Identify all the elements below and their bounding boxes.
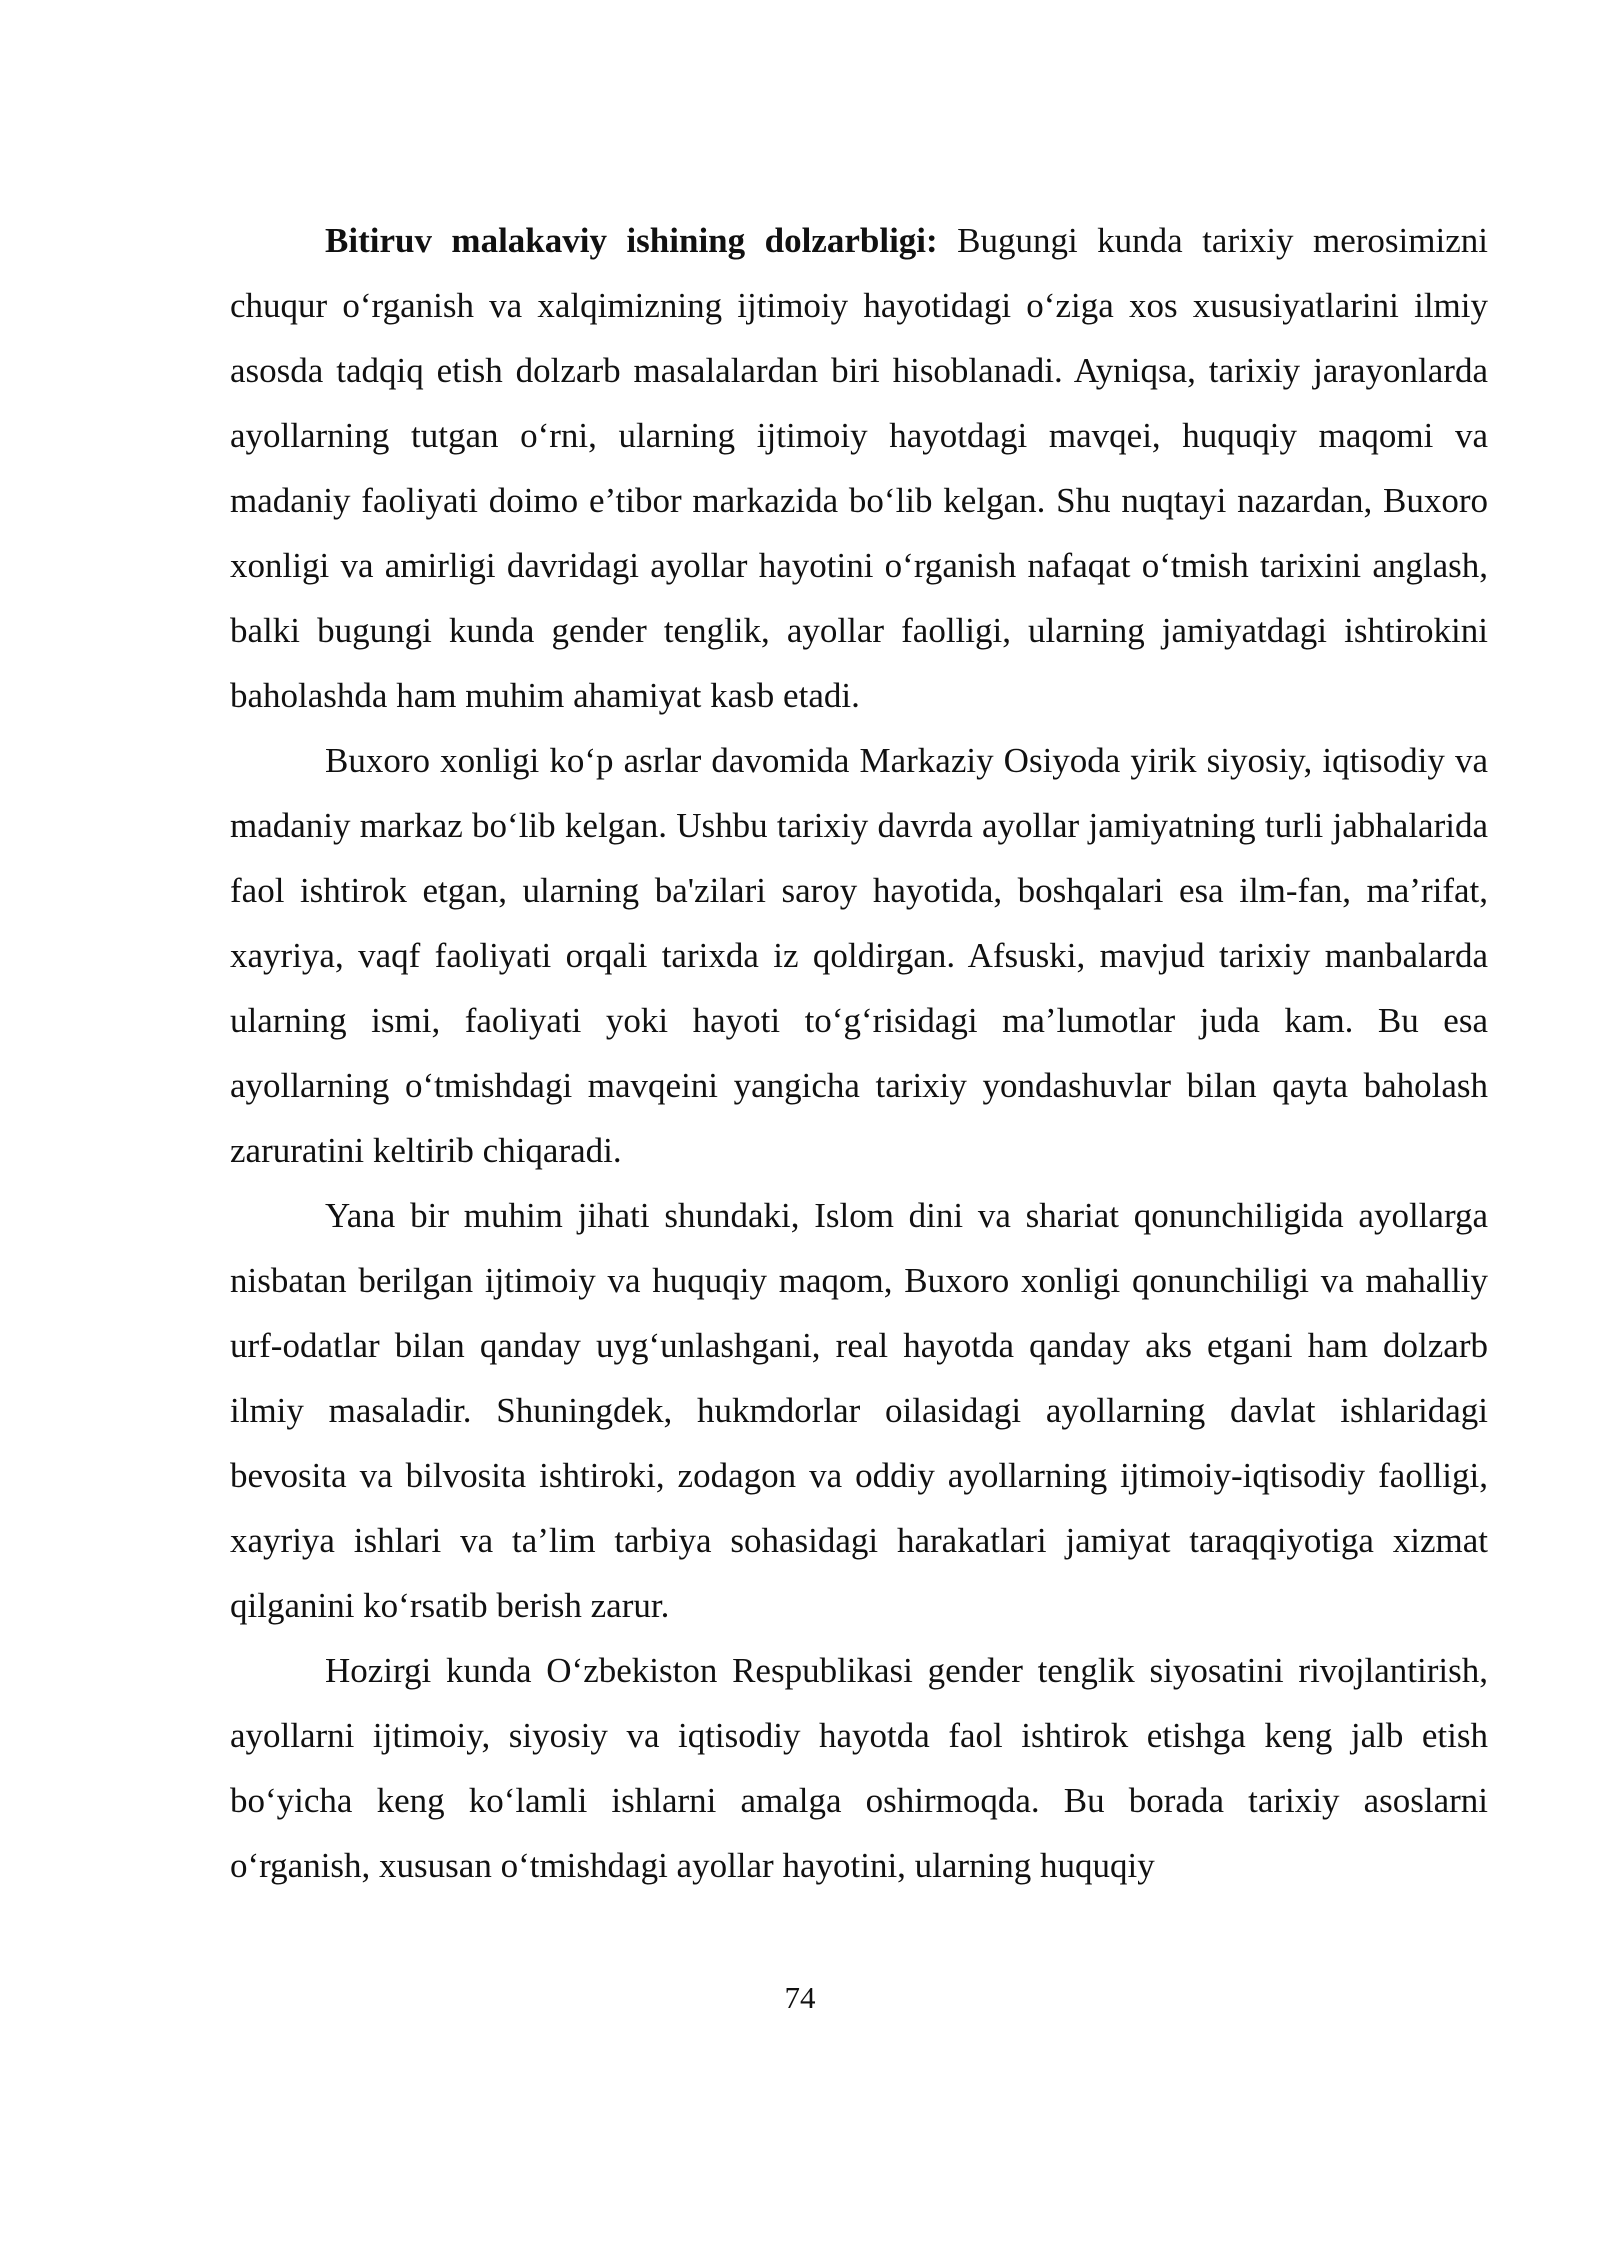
paragraph-text: Bugungi kunda tarixiy merosimizni chuqur o‘rganish va xalqimizning ijtimoiy hayotidagi o‘ziga xos xususiyatlarini ilmiy asosda tadqiq etish dolzarb masalalardan biri hisoblanadi. Ayniqsa, tarixiy jarayonlarda ayollarning tutgan o‘rni, ularning ijtimoiy hayotdagi mavqei, huquqiy maqomi va madaniy faoliyati doimo e’tibor markazida bo‘lib kelgan. Shu nuqtayi nazardan, Buxoro xonligi va amirligi davridagi ayollar hayotini o‘rganish nafaqat o‘tmish tarixini anglash, balki bugungi kunda gender tenglik, ayollar faolligi, ularning jamiyatdagi ishtirokini baholashda ham muhim ahamiyat kasb etadi. [230,221,1488,715]
section-heading: Bitiruv malakaviy ishining dolzarbligi: [325,221,938,260]
paragraph-islamic-law: Yana bir muhim jihati shundaki, Islom dini va shariat qonunchiligida ayollarga nisbatan berilgan ijtimoiy va huquqiy maqom, Buxoro xonligi qonunchiligi va mahalliy urf-odatlar bilan qanday uyg‘unlashgani, real hayotda qanday aks etgani ham dolzarb ilmiy masaladir. Shuningdek, hukmdorlar oilasidagi ayollarning davlat ishlaridagi bevosita va bilvosita ishtiroki, zodagon va oddiy ayollarning ijtimoiy-iqtisodiy faolligi, xayriya ishlari va ta’lim tarbiya sohasidagi harakatlari jamiyat taraqqiyotiga xizmat qilganini ko‘rsatib berish zarur. [230,1196,1488,1625]
paragraph-relevance [230,208,1488,728]
paragraph-bukhara-khanate: Buxoro xonligi ko‘p asrlar davomida Markaziy Osiyoda yirik siyosiy, iqtisodiy va madaniy markaz bo‘lib kelgan. Ushbu tarixiy davrda ayollar jamiyatning turli jabhalarida faol ishtirok etgan, ularning ba'zilari saroy hayotida, boshqalari esa ilm-fan, ma’rifat, xayriya, vaqf faoliyati orqali tarixda iz qoldirgan. Afsuski, mavjud tarixiy manbalarda ularning ismi, faoliyati yoki hayoti to‘g‘risidagi ma’lumotlar juda kam. Bu esa ayollarning o‘tmishdagi mavqeini yangicha tarixiy yondashuvlar bilan qayta baholash zaruratini keltirib chiqaradi. [230,741,1488,1170]
page-number: 74 [784,1980,816,2015]
paragraph-gender-policy: Hozirgi kunda O‘zbekiston Respublikasi gender tenglik siyosatini rivojlantirish, ayollarni ijtimoiy, siyosiy va iqtisodiy hayotda faol ishtirok etishga keng jalb etish bo‘yicha keng ko‘lamli ishlarni amalga oshirmoqda. Bu borada tarixiy asoslarni o‘rganish, xususan o‘tmishdagi ayollar hayotini, ularning huquqiy [230,1651,1488,1885]
document-body [230,208,1488,1898]
